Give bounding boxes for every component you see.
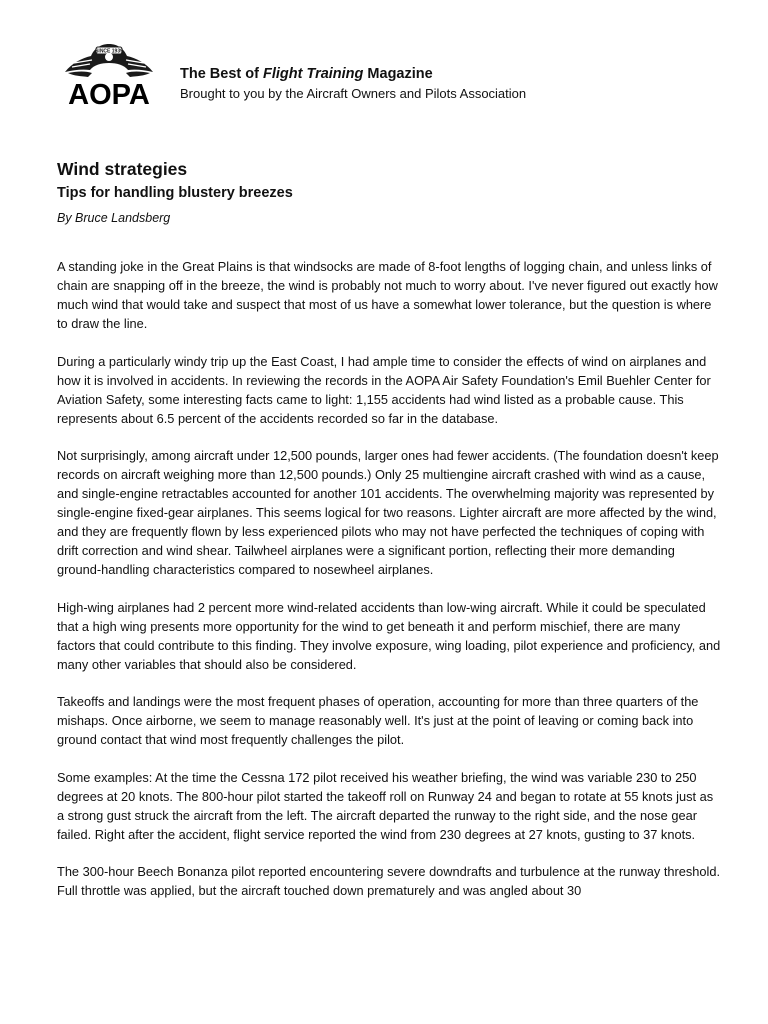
paragraph: Some examples: At the time the Cessna 172 pilot received his weather briefing, the wind was variable 230 to 250 degrees at 20 knots. The 800-hour pilot started the takeoff roll on Runway 24 and began to rotate at 55 knots just as a strong gust struck the aircraft from the left. The aircraft departed the runway to the right side, and the nose gear failed. Right after the accident, flight service reported the wind from 230 degrees at 27 knots, gusting to 37 knots. [57, 769, 714, 842]
paragraph: A standing joke in the Great Plains is that windsocks are made of 8-foot lengths of logging chain, and unless links of chain are snapping off in the breeze, the wind is probably not much to worry about. I've never figured out exactly how much wind that would take and suspect that most of us have a somewhat lower tolerance, but the question is where to draw the line. [57, 259, 718, 331]
paragraph: The 300-hour Beech Bonanza pilot reported encountering severe downdrafts and turbulence at the runway threshold. Full throttle was applied, but the aircraft touched down prematurely and was angled about 30 [57, 864, 721, 898]
paragraph: During a particularly windy trip up the East Coast, I had ample time to consider the effects of wind on airplanes and how it is involved in accidents. In reviewing the records in the AOPA Air Safety Foundation's Emil Buehler Center for Aviation Safety, some interesting facts came to light: 1,155 accidents had wind listed as a probable cause. This represents about 6.5 percent of the accidents recorded so far in the database. [57, 353, 711, 426]
document-header [60, 40, 720, 110]
article-subtitle: Tips for handling blustery breezes [57, 185, 293, 201]
article-title: Wind strategies [57, 159, 188, 179]
publication-title [180, 64, 526, 84]
paragraph: High-wing airplanes had 2 percent more wind-related accidents than low-wing aircraft. While it could be speculated that a high wing presents more opportunity for the wind to get beneath it and perform mischief, there are many factors that could contribute to this finding. They involve exposure, wing loading, pilot experience and proficiency, and many other variables that should also be considered. [57, 599, 721, 672]
publication-subtitle: Brought to you by the Aircraft Owners and Pilots Association [180, 86, 527, 101]
paragraph: Takeoffs and landings were the most frequent phases of operation, accounting for more than three quarters of the mishaps. Once airborne, we seem to manage reasonably well. It's just at the point of leaving or coming back into ground contact that wind most frequently challenges the pilot. [57, 694, 699, 747]
title-prefix: The Best of [180, 66, 263, 82]
article [57, 156, 722, 919]
article-body [57, 257, 722, 900]
title-suffix: Magazine [363, 66, 433, 82]
header-text [180, 64, 526, 103]
magazine-name: Flight Training [262, 66, 364, 82]
logo-small-text: SINCE 1939 [95, 48, 123, 55]
aopa-logo [60, 40, 158, 108]
logo-text: AOPA [68, 79, 150, 108]
paragraph: Not surprisingly, among aircraft under 12,500 pounds, larger ones had fewer accidents. (The foundation doesn't keep records on aircraft weighing more than 12,500 pounds.) Only 25 multiengine aircraft crashed with wind as a cause, and single-engine retractables accounted for another 101 accidents. The overwhelming majority was represented by single-engine fixed-gear airplanes. This seems logical for two reasons. Lighter aircraft are more affected by the wind, and they are frequently flown by less experienced pilots who may not have perfected the techniques of coping with drift correction and wind shear. Tailwheel airplanes were a significant portion, reflecting their more demanding ground-handling characteristics compared to nosewheel airplanes. [57, 448, 719, 577]
byline: By Bruce Landsberg [57, 211, 171, 225]
